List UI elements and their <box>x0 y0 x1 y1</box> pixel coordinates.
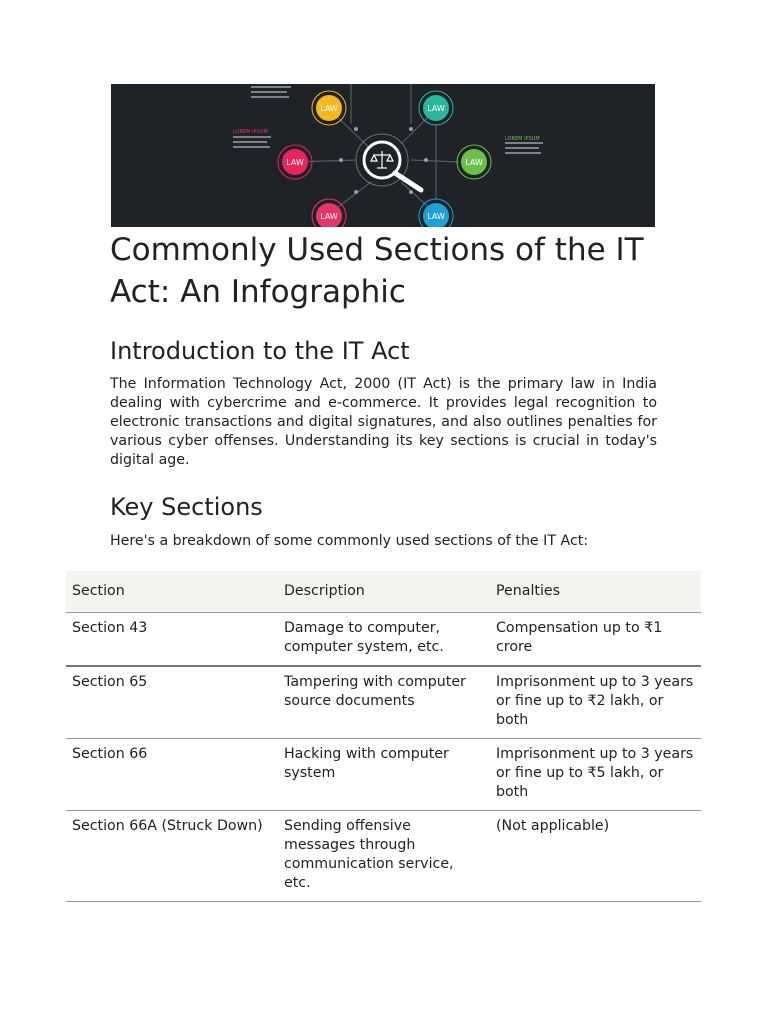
sections-table <box>66 571 701 902</box>
svg-text:LAW: LAW <box>427 104 445 113</box>
svg-text:LAW: LAW <box>320 212 338 221</box>
law-network-graphic <box>111 84 655 227</box>
svg-text:LAW: LAW <box>465 158 483 167</box>
cell-section: Section 43 <box>66 613 278 667</box>
table-row <box>66 739 701 811</box>
key-sections-lead: Here's a breakdown of some commonly used sections of the IT Act: <box>110 533 589 549</box>
cell-description: Damage to computer, computer system, etc. <box>278 613 490 667</box>
header-penalties: Penalties <box>490 571 701 613</box>
table-row <box>66 613 701 667</box>
cell-section: Section 66 <box>66 739 278 811</box>
table-header-row <box>66 571 701 613</box>
law-badge-teal <box>419 91 453 125</box>
cell-description: Tampering with computer source documents <box>278 666 490 739</box>
svg-text:LAW: LAW <box>427 212 445 221</box>
law-badge-yellow <box>312 91 346 125</box>
key-sections-heading: Key Sections <box>110 493 263 521</box>
svg-text:LAW: LAW <box>286 158 304 167</box>
scales-magnifier-icon <box>356 134 421 190</box>
hero-infographic-image <box>111 84 655 227</box>
cell-penalties: Compensation up to ₹1 crore <box>490 613 701 667</box>
cell-penalties: Imprisonment up to 3 years or fine up to ₹5 lakh, or both <box>490 739 701 811</box>
table-row <box>66 811 701 902</box>
svg-text:LAW: LAW <box>320 104 338 113</box>
header-description: Description <box>278 571 490 613</box>
cell-section: Section 65 <box>66 666 278 739</box>
cell-section: Section 66A (Struck Down) <box>66 811 278 902</box>
cell-penalties: Imprisonment up to 3 years or fine up to ₹2 lakh, or both <box>490 666 701 739</box>
cell-description: Sending offensive messages through communication service, etc. <box>278 811 490 902</box>
table-row <box>66 666 701 739</box>
intro-paragraph: The Information Technology Act, 2000 (IT Act) is the primary law in India dealing with cybercrime and e-commerce. It provides legal recognition to electronic transactions and digital signatures, and also outlines penalties for various cyber offenses. Understanding its key sections is crucial in today's digital age. <box>110 376 657 468</box>
intro-heading: Introduction to the IT Act <box>110 337 410 365</box>
law-badge-green <box>457 145 491 179</box>
law-badge-red <box>312 199 346 227</box>
hero-side-label-left: LOREM IPSUM <box>233 129 268 135</box>
hero-side-label-right: LOREM IPSUM <box>505 136 540 142</box>
page-title: Commonly Used Sections of the IT Act: An Infographic <box>110 232 644 310</box>
header-section: Section <box>66 571 278 613</box>
law-badge-pink <box>278 145 312 179</box>
cell-penalties: (Not applicable) <box>490 811 701 902</box>
cell-description: Hacking with computer system <box>278 739 490 811</box>
law-badge-blue <box>419 199 453 227</box>
